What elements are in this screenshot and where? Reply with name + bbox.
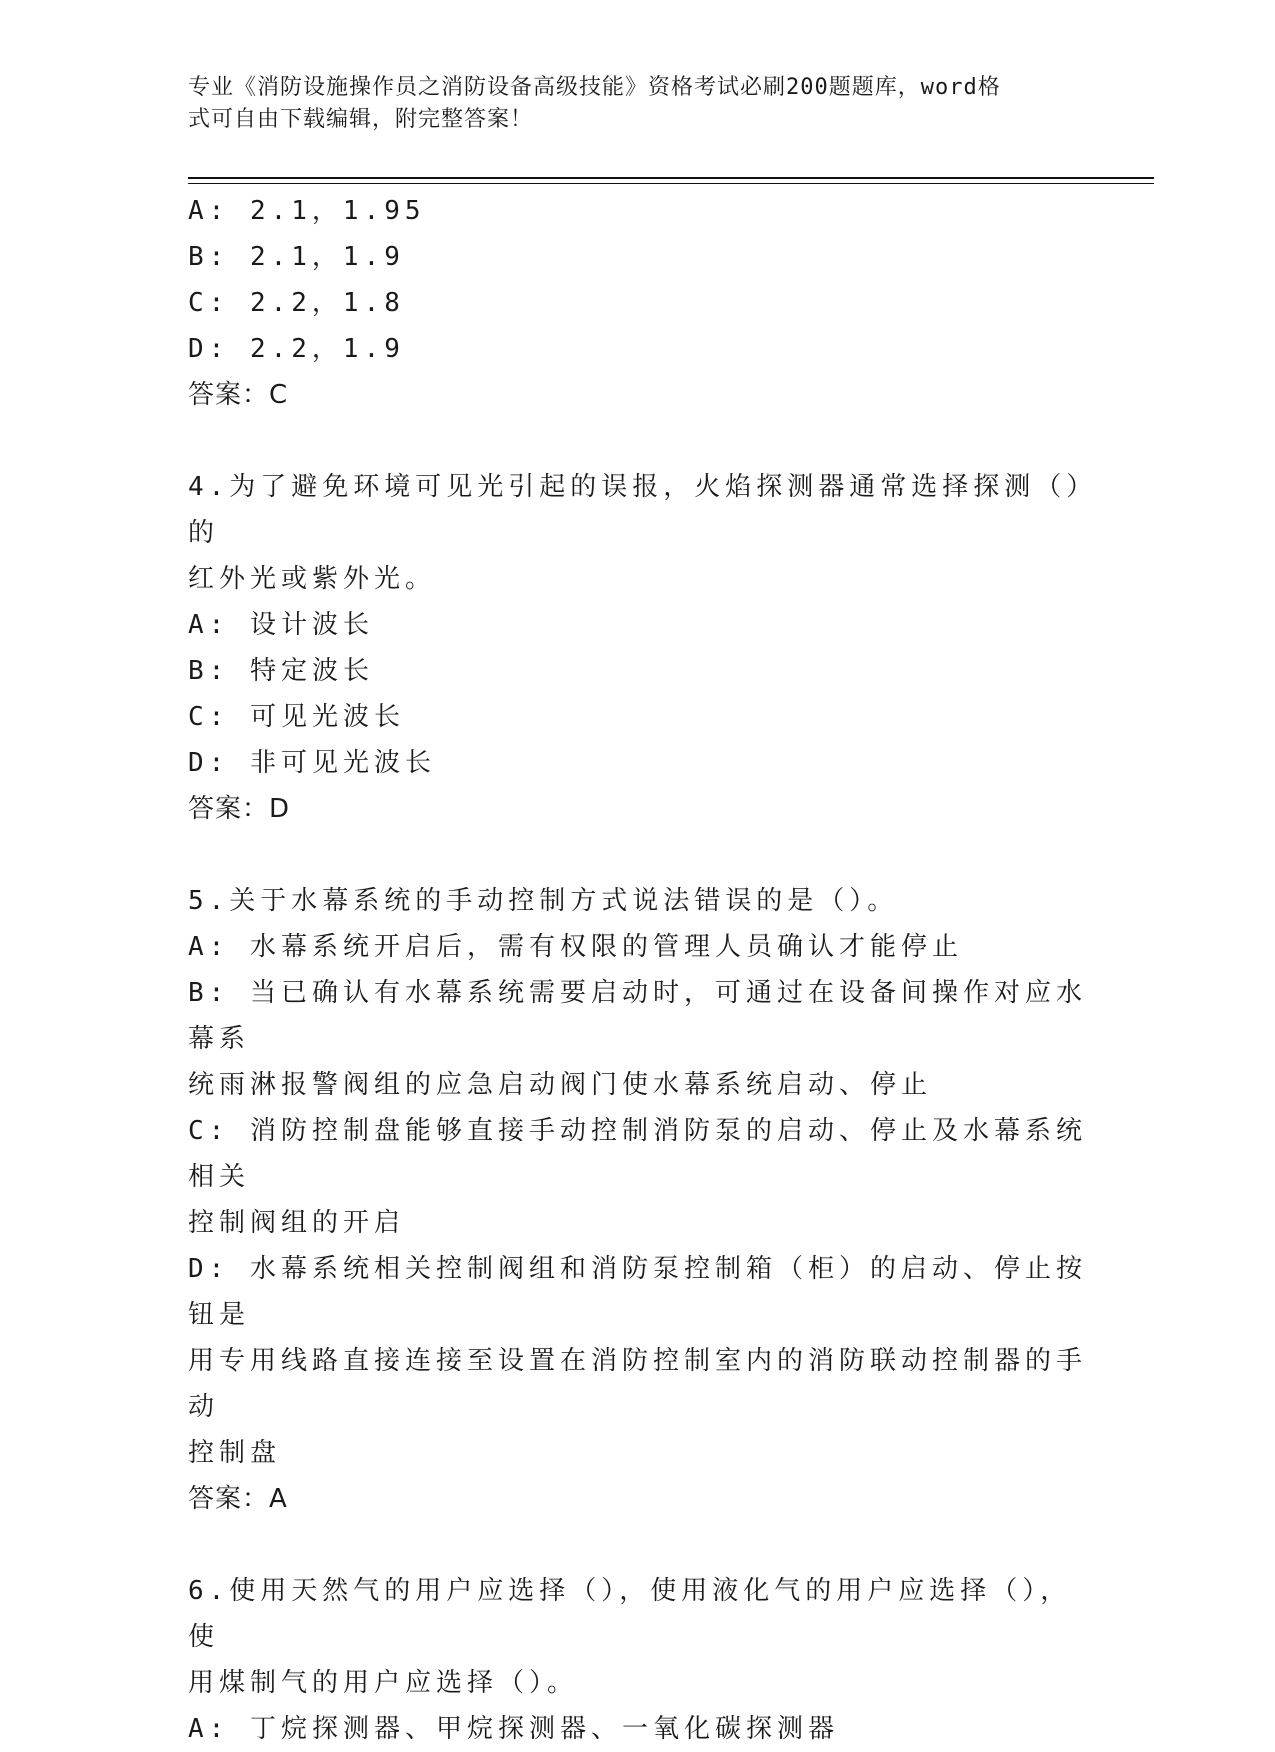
question-stem: 6.使用天然气的用户应选择（），使用液化气的用户应选择（），使	[188, 1576, 1072, 1652]
question-3	[188, 188, 1088, 418]
header-line-2: 式可自由下载编辑，附完整答案！	[188, 107, 534, 132]
question-stem: 红外光或紫外光。	[188, 564, 437, 594]
question-stem: 4.为了避免环境可见光引起的误报，火焰探测器通常选择探测（）的	[188, 472, 1085, 548]
question-stem: 5.关于水幕系统的手动控制方式说法错误的是（）。	[188, 886, 899, 916]
option-d-continued: 用专用线路直接连接至设置在消防控制室内的消防联动控制器的手动	[188, 1346, 1088, 1422]
option-a: A: 丁烷探测器、甲烷探测器、一氧化碳探测器	[188, 1714, 839, 1744]
question-stem: 用煤制气的用户应选择（）。	[188, 1668, 579, 1698]
option-b: B: 当已确认有水幕系统需要启动时，可通过在设备间操作对应水幕系	[188, 978, 1087, 1054]
answer: 答案：A	[188, 1484, 288, 1514]
answer: 答案：D	[188, 794, 291, 824]
option-c: C: 2.2，1.8	[188, 288, 405, 318]
option-d: D: 2.2，1.9	[188, 334, 405, 364]
question-6	[188, 1568, 1088, 1752]
option-a: A: 设计波长	[188, 610, 374, 640]
option-c-continued: 控制阀组的开启	[188, 1208, 406, 1238]
header-divider-thin	[188, 183, 1154, 184]
option-d: D: 非可见光波长	[188, 748, 436, 778]
question-list	[188, 188, 1088, 1752]
question-5	[188, 878, 1088, 1522]
option-b-continued: 统雨淋报警阀组的应急启动阀门使水幕系统启动、停止	[188, 1070, 933, 1100]
header-divider-thick	[188, 177, 1154, 179]
spacer	[188, 418, 1088, 464]
question-4	[188, 464, 1088, 832]
answer: 答案：C	[188, 380, 289, 410]
option-c: C: 消防控制盘能够直接手动控制消防泵的启动、停止及水幕系统相关	[188, 1116, 1087, 1192]
option-a: A: 2.1，1.95	[188, 196, 426, 226]
spacer	[188, 1522, 1088, 1568]
header-line-1: 专业《消防设施操作员之消防设备高级技能》资格考试必刷200题题库，word格	[188, 75, 1001, 100]
document-header	[188, 72, 1068, 136]
option-b: B: 2.1，1.9	[188, 242, 405, 272]
option-d-continued: 控制盘	[188, 1438, 282, 1468]
option-d: D: 水幕系统相关控制阀组和消防泵控制箱（柜）的启动、停止按钮是	[188, 1254, 1087, 1330]
option-b: B: 特定波长	[188, 656, 374, 686]
spacer	[188, 832, 1088, 878]
option-a: A: 水幕系统开启后，需有权限的管理人员确认才能停止	[188, 932, 963, 962]
option-c: C: 可见光波长	[188, 702, 405, 732]
